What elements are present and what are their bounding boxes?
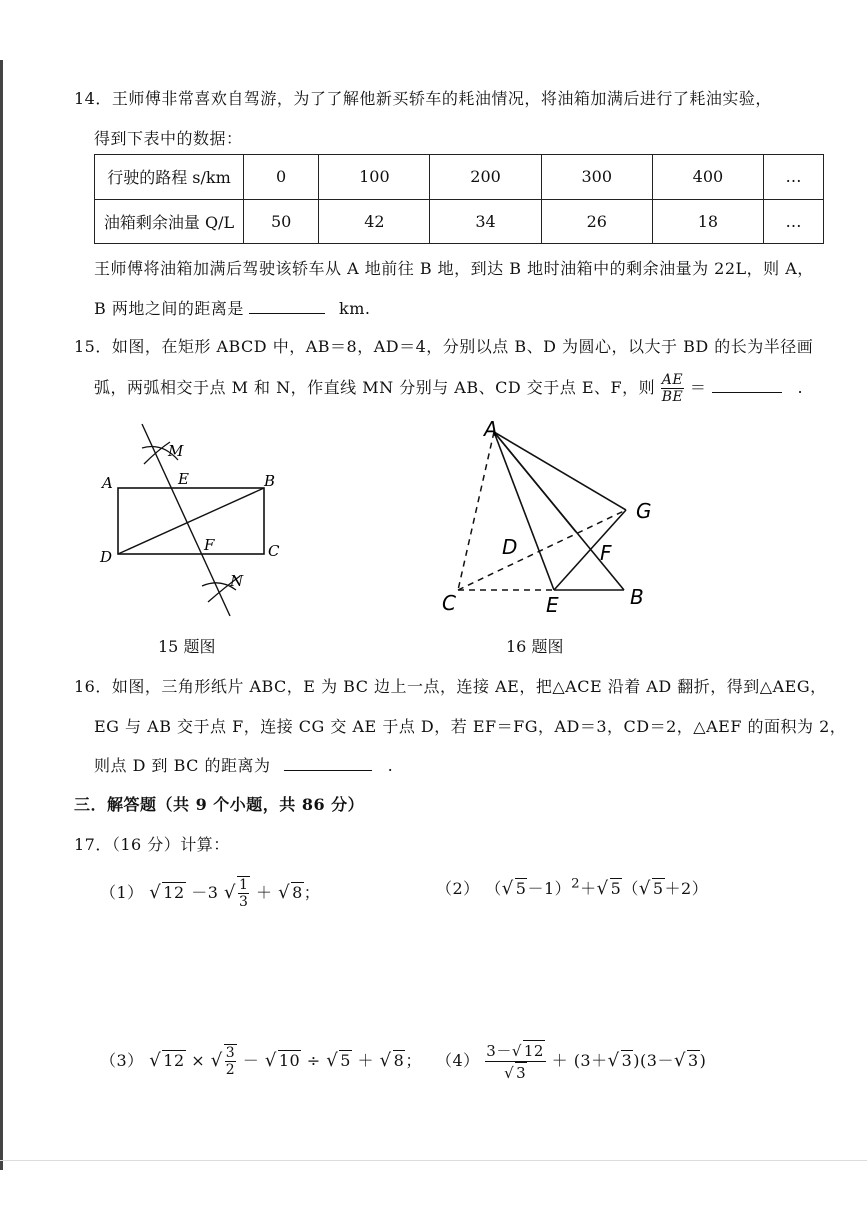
page-divider [0, 1160, 867, 1161]
q14-line3: 王师傅将油箱加满后驾驶该轿车从 A 地前往 B 地，到达 B 地时油箱中的剩余油量为 22L，则 A， [94, 259, 814, 278]
expr-text: ＋2） [664, 879, 709, 898]
expr-op: × [191, 1051, 206, 1070]
table-cell: … [764, 199, 824, 244]
label-d: D [100, 548, 113, 566]
label-b: B [630, 585, 644, 609]
q14-line2: 得到下表中的数据： [94, 129, 243, 148]
sqrt-icon: √ [326, 1050, 339, 1071]
expr-text: (3＋ [573, 1051, 608, 1070]
fraction-numerator [485, 1040, 546, 1062]
q17-part2 [436, 876, 708, 899]
label-c: C [442, 591, 456, 615]
figure-15-caption: 15 题图 [158, 637, 216, 656]
radicand: 3 [516, 1064, 527, 1082]
q16-line3-pre: 则点 D 到 BC 的距离为 [94, 756, 271, 775]
radicand-fraction [237, 876, 250, 910]
part-label: （1） [100, 883, 144, 902]
q15-line2-end: . [797, 378, 804, 397]
table-cell: 400 [652, 155, 763, 200]
answer-blank[interactable] [249, 299, 325, 314]
fraction-denominator: BE [661, 389, 684, 405]
expr-op: ＋ [256, 883, 273, 902]
label-a: A [102, 474, 113, 492]
radicand: 12 [163, 1051, 185, 1070]
q14-data-table [94, 154, 824, 244]
part-label: （4） [436, 1051, 480, 1070]
sqrt-icon: √ [673, 1050, 686, 1071]
label-d: D [502, 535, 518, 559]
table-cell: 50 [244, 199, 319, 244]
answer-blank[interactable] [712, 378, 782, 393]
radicand: 8 [393, 1051, 405, 1070]
table-cell: 0 [244, 155, 319, 200]
radicand: 12 [163, 883, 185, 902]
table-cell: 26 [541, 199, 652, 244]
label-n: N [230, 572, 244, 590]
table-cell: 200 [430, 155, 541, 200]
q15-line2-pre: 弧，两弧相交于点 M 和 N，作直线 MN 分别与 AB、CD 交于点 E、F，则 [94, 378, 656, 397]
label-g: G [636, 499, 652, 523]
answer-blank[interactable] [284, 756, 372, 771]
part-label: （2） [436, 879, 480, 898]
expr-op: － [242, 1051, 260, 1070]
diagonal-bd [118, 488, 264, 554]
table-cell: 42 [319, 199, 430, 244]
radicand: 3 [621, 1051, 633, 1070]
q17-part4 [436, 1040, 706, 1083]
sqrt-icon: √ [379, 1050, 392, 1071]
fraction-numerator: 1 [238, 877, 249, 893]
sqrt-icon: √ [224, 882, 236, 903]
label-f: F [600, 541, 612, 565]
ratio-fraction [661, 372, 685, 405]
sqrt-icon: √ [511, 1042, 522, 1060]
radicand: 8 [292, 883, 303, 902]
segment-ae [494, 432, 554, 590]
q15-line1: 15．如图，在矩形 ABCD 中，AB＝8，AD＝4，分别以点 B、D 为圆心，以大于 BD 的长为半径画 [74, 337, 814, 356]
segment-ag [494, 432, 626, 510]
sqrt-icon: √ [638, 878, 651, 899]
exponent: 2 [571, 876, 581, 892]
part-label: （3） [100, 1051, 144, 1070]
table-cell: … [764, 155, 824, 200]
radicand-fraction [224, 1044, 237, 1078]
expr-end: ； [405, 1051, 422, 1070]
figure-16-diagram [430, 412, 670, 622]
dashed-ac [458, 432, 494, 590]
expr-text: （ [485, 879, 502, 898]
label-m: M [168, 442, 184, 460]
table-cell: 18 [652, 199, 763, 244]
expr-text: （ [622, 879, 639, 898]
radicand: 5 [340, 1051, 351, 1070]
q14-line1: 14．王师傅非常喜欢自驾游，为了了解他新买轿车的耗油情况，将油箱加满后进行了耗油实验， [74, 89, 772, 108]
sqrt-icon: √ [504, 1064, 515, 1082]
sqrt-icon: √ [501, 878, 514, 899]
q17-part1 [100, 876, 320, 910]
segment-eg [554, 510, 626, 590]
label-e: E [546, 593, 559, 617]
label-c: C [268, 542, 280, 560]
q17-title: 17．（16 分）计算： [74, 835, 230, 854]
expr-text: －1） [527, 879, 572, 898]
q16-line3-end: . [387, 756, 394, 775]
expr-end: ； [303, 883, 321, 902]
table-row [95, 155, 824, 200]
expr-fraction [485, 1040, 546, 1083]
label-a: A [484, 417, 498, 441]
arc-m-2 [144, 442, 170, 464]
expr-op: ＋ [357, 1051, 375, 1070]
radicand: 10 [278, 1051, 301, 1070]
q16-line1: 16．如图，三角形纸片 ABC，E 为 BC 边上一点，连接 AE，把△ACE 沿着 AD 翻折，得到△AEG， [74, 677, 827, 696]
sqrt-icon: √ [210, 1050, 223, 1071]
sqrt-icon: √ [596, 878, 609, 899]
label-e: E [178, 470, 189, 488]
label-b: B [264, 472, 276, 490]
radicand: 5 [515, 879, 527, 898]
table-cell: 100 [319, 155, 430, 200]
q14-line4-pre: B 两地之间的距离是 [94, 299, 244, 318]
fraction-denominator: 3 [238, 894, 249, 910]
fraction-denominator [485, 1062, 546, 1083]
q15-equals: ＝ [689, 378, 707, 397]
table-row [95, 199, 824, 244]
segment-ad [494, 432, 576, 532]
expr-op: ＋ [551, 1051, 569, 1070]
q17-part3 [100, 1044, 422, 1078]
scan-left-edge [0, 60, 3, 1170]
table-row-header: 油箱剩余油量 Q/L [95, 199, 244, 244]
sqrt-icon: √ [278, 882, 291, 903]
q16-line3 [94, 753, 393, 776]
sqrt-icon: √ [149, 882, 162, 903]
expr-op: ＋ [580, 879, 597, 898]
numerator-text: 3－ [486, 1042, 512, 1060]
table-cell: 34 [430, 199, 541, 244]
figure-15-diagram [90, 420, 310, 620]
sqrt-icon: √ [149, 1050, 162, 1071]
sqrt-icon: √ [264, 1050, 277, 1071]
table-cell: 300 [541, 155, 652, 200]
expr-op: ÷ [306, 1051, 321, 1070]
q15-line2 [94, 372, 803, 405]
section-heading: 三．解答题（共 9 个小题，共 86 分） [74, 795, 365, 814]
radicand: 3 [687, 1051, 699, 1070]
fraction-numerator: AE [661, 372, 684, 388]
radicand: 12 [523, 1042, 544, 1060]
sqrt-icon: √ [607, 1050, 620, 1071]
figure-16-caption: 16 题图 [506, 637, 564, 656]
q14-line4 [94, 296, 371, 319]
q16-line2: EG 与 AB 交于点 F，连接 CG 交 AE 于点 D，若 EF＝FG，AD＝3，CD＝2，△AEF 的面积为 2， [94, 717, 847, 736]
expr-op: －3 [191, 883, 219, 902]
expr-text: )(3－ [633, 1051, 674, 1070]
radicand: 5 [652, 879, 664, 898]
radicand: 5 [610, 879, 622, 898]
fraction-denominator: 2 [225, 1062, 236, 1078]
fraction-numerator: 3 [225, 1045, 236, 1061]
label-f: F [204, 536, 215, 554]
q14-line4-unit: km. [339, 299, 371, 318]
table-row-header: 行驶的路程 s/km [95, 155, 244, 200]
expr-text: ) [699, 1051, 707, 1070]
